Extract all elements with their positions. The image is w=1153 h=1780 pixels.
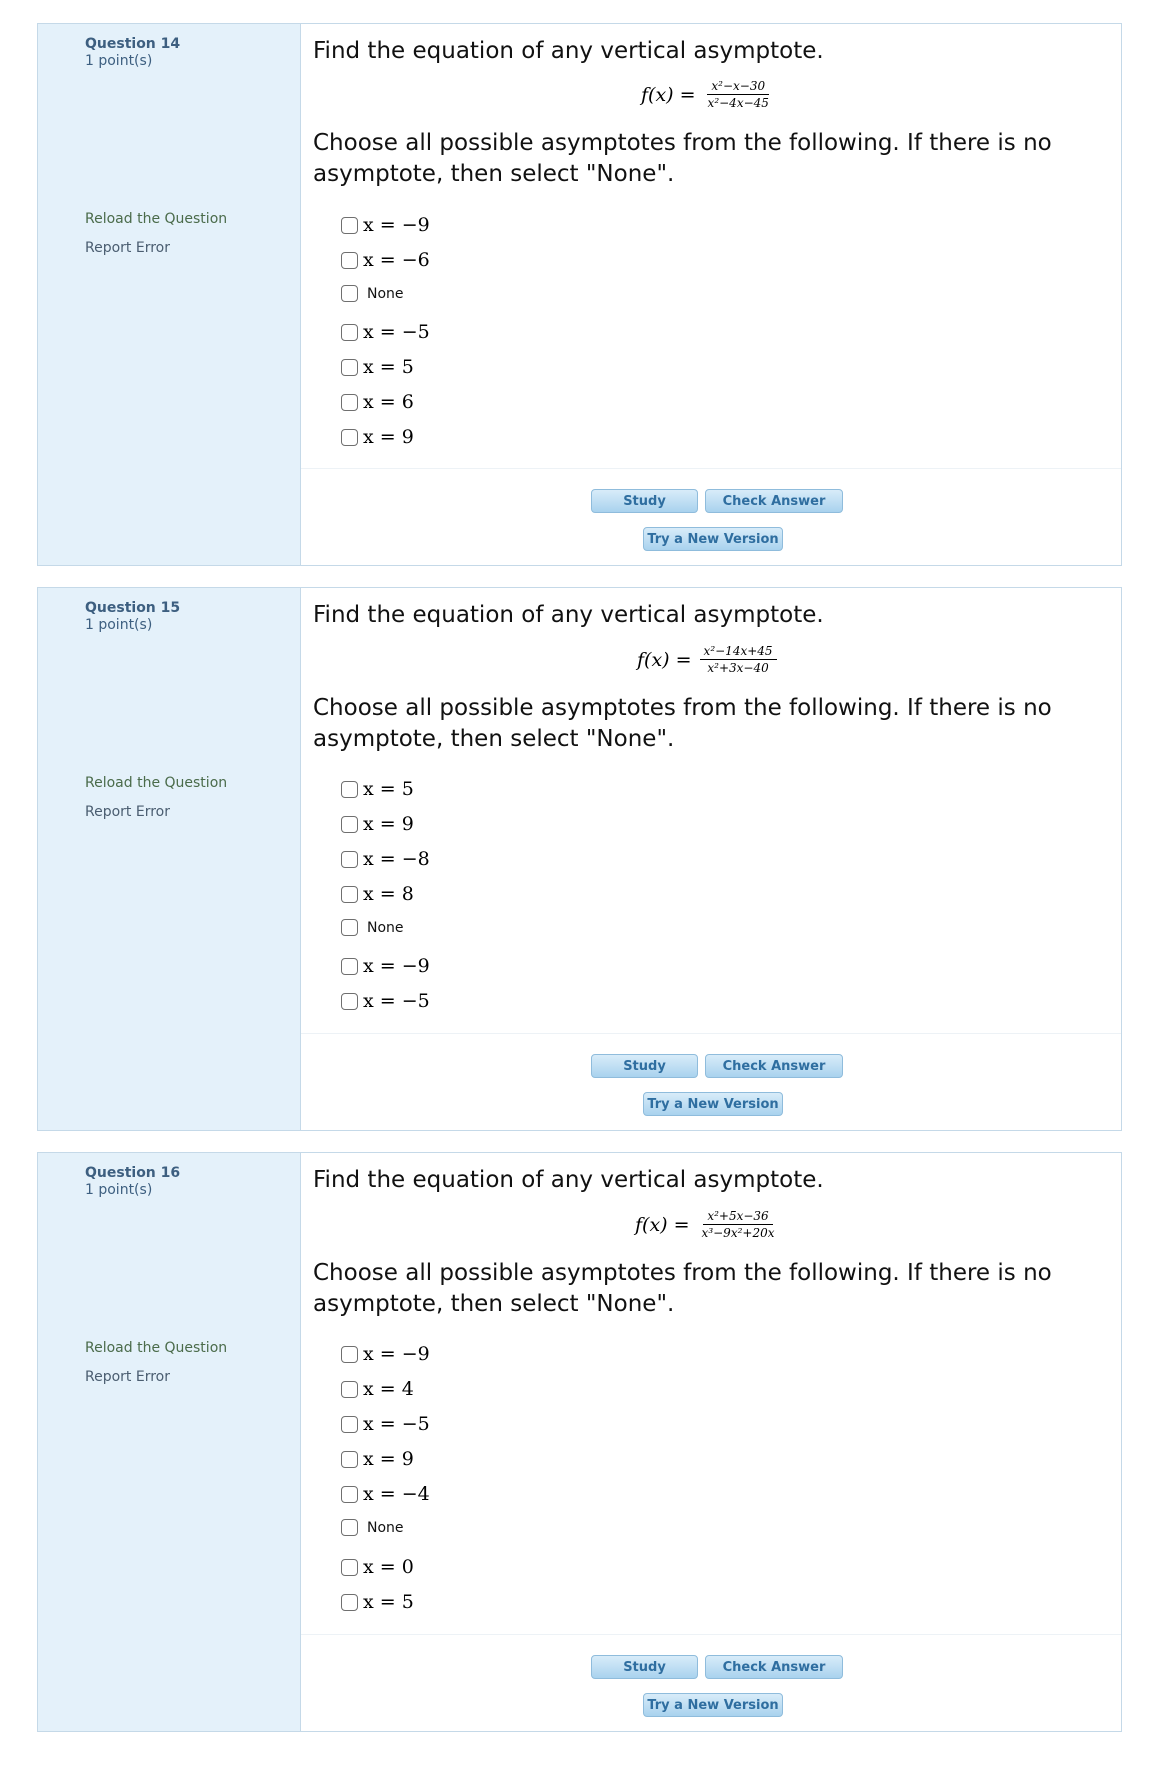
question-card	[37, 23, 1122, 566]
answer-option[interactable]	[341, 249, 430, 271]
option-label: x = −5	[363, 990, 430, 1012]
option-label: x = 9	[363, 813, 414, 835]
option-label: x = −9	[363, 1343, 430, 1365]
checkbox[interactable]	[341, 217, 358, 234]
option-label: x = −5	[363, 321, 430, 343]
button-bar	[301, 1634, 1121, 1731]
option-label: None	[367, 285, 404, 302]
checkbox[interactable]	[341, 816, 358, 833]
checkbox[interactable]	[341, 781, 358, 798]
option-label: x = −4	[363, 1483, 430, 1505]
question-card	[37, 1152, 1122, 1732]
answer-option[interactable]	[341, 990, 430, 1012]
report-error-link[interactable]: Report Error	[85, 240, 170, 256]
check-answer-button[interactable]: Check Answer	[705, 1054, 843, 1078]
answer-option[interactable]	[341, 426, 414, 448]
question-prompt: Find the equation of any vertical asymptote.	[313, 602, 824, 628]
option-label: x = −9	[363, 214, 430, 236]
question-instructions: Choose all possible asymptotes from the following. If there is no asymptote, then select "None".	[313, 1260, 1052, 1317]
question-points: 1 point(s)	[85, 617, 153, 633]
answer-option-none[interactable]	[341, 919, 404, 936]
question-instructions: Choose all possible asymptotes from the following. If there is no asymptote, then select "None".	[313, 695, 1052, 752]
answer-option[interactable]	[341, 778, 414, 800]
numerator: x²−14x+45	[700, 644, 777, 660]
checkbox[interactable]	[341, 1416, 358, 1433]
denominator: x³−9x²+20x	[701, 1226, 775, 1240]
option-label: x = 5	[363, 1591, 414, 1613]
button-bar	[301, 468, 1121, 565]
reload-question-link[interactable]: Reload the Question	[85, 775, 228, 791]
option-label: x = 4	[363, 1378, 414, 1400]
study-button[interactable]: Study	[591, 1054, 698, 1078]
checkbox[interactable]	[341, 1381, 358, 1398]
question-card	[37, 587, 1122, 1131]
answer-option[interactable]	[341, 1448, 414, 1470]
study-button[interactable]: Study	[591, 489, 698, 513]
checkbox[interactable]	[341, 324, 358, 341]
checkbox[interactable]	[341, 993, 358, 1010]
question-sidebar	[38, 24, 301, 565]
checkbox[interactable]	[341, 1594, 358, 1611]
answer-option[interactable]	[341, 1591, 414, 1613]
numerator: x²−x−30	[707, 79, 769, 95]
option-label: x = −6	[363, 249, 430, 271]
option-label: x = 9	[363, 1448, 414, 1470]
answer-option[interactable]	[341, 883, 414, 905]
question-instructions: Choose all possible asymptotes from the following. If there is no asymptote, then select "None".	[313, 130, 1052, 187]
option-label: x = 6	[363, 391, 414, 413]
question-title: Question 15	[85, 600, 181, 616]
check-answer-button[interactable]: Check Answer	[705, 489, 843, 513]
option-label: x = −9	[363, 955, 430, 977]
function-label: f(x) =	[637, 648, 692, 671]
checkbox[interactable]	[341, 1519, 358, 1536]
answer-option[interactable]	[341, 214, 430, 236]
checkbox[interactable]	[341, 886, 358, 903]
question-title: Question 16	[85, 1165, 181, 1181]
denominator: x²−4x−45	[707, 96, 769, 110]
answer-option[interactable]	[341, 1483, 430, 1505]
function-formula	[635, 1209, 778, 1240]
answer-option[interactable]	[341, 1556, 414, 1578]
answer-option[interactable]	[341, 1378, 414, 1400]
checkbox[interactable]	[341, 1451, 358, 1468]
checkbox[interactable]	[341, 285, 358, 302]
report-error-link[interactable]: Report Error	[85, 804, 170, 820]
checkbox[interactable]	[341, 958, 358, 975]
answer-option[interactable]	[341, 1413, 430, 1435]
question-points: 1 point(s)	[85, 1182, 153, 1198]
try-new-version-button[interactable]: Try a New Version	[643, 527, 783, 551]
question-prompt: Find the equation of any vertical asymptote.	[313, 38, 824, 64]
checkbox[interactable]	[341, 1559, 358, 1576]
try-new-version-button[interactable]: Try a New Version	[643, 1092, 783, 1116]
checkbox[interactable]	[341, 252, 358, 269]
try-new-version-button[interactable]: Try a New Version	[643, 1693, 783, 1717]
option-label: x = 5	[363, 356, 414, 378]
checkbox[interactable]	[341, 1346, 358, 1363]
reload-question-link[interactable]: Reload the Question	[85, 211, 228, 227]
question-prompt: Find the equation of any vertical asymptote.	[313, 1167, 824, 1193]
option-label: x = 0	[363, 1556, 414, 1578]
fraction	[700, 644, 777, 675]
checkbox[interactable]	[341, 1486, 358, 1503]
report-error-link[interactable]: Report Error	[85, 1369, 170, 1385]
option-label: x = 9	[363, 426, 414, 448]
question-sidebar	[38, 1153, 301, 1731]
checkbox[interactable]	[341, 429, 358, 446]
option-label: x = 5	[363, 778, 414, 800]
checkbox[interactable]	[341, 359, 358, 376]
answer-option[interactable]	[341, 1343, 430, 1365]
function-formula	[641, 79, 773, 110]
option-label: x = −8	[363, 848, 430, 870]
study-button[interactable]: Study	[591, 1655, 698, 1679]
fraction	[698, 1209, 779, 1240]
denominator: x²+3x−40	[707, 661, 769, 675]
check-answer-button[interactable]: Check Answer	[705, 1655, 843, 1679]
reload-question-link[interactable]: Reload the Question	[85, 1340, 228, 1356]
option-label: x = 8	[363, 883, 414, 905]
option-label: x = −5	[363, 1413, 430, 1435]
answer-option[interactable]	[341, 848, 430, 870]
answer-option[interactable]	[341, 356, 414, 378]
answer-option[interactable]	[341, 813, 414, 835]
function-label: f(x) =	[635, 1213, 690, 1236]
question-title: Question 14	[85, 36, 181, 52]
checkbox[interactable]	[341, 919, 358, 936]
answer-option-none[interactable]	[341, 285, 404, 302]
fraction	[704, 79, 773, 110]
answer-option[interactable]	[341, 391, 414, 413]
function-formula	[637, 644, 777, 675]
answer-option[interactable]	[341, 955, 430, 977]
button-bar	[301, 1033, 1121, 1130]
answer-option-none[interactable]	[341, 1519, 404, 1536]
checkbox[interactable]	[341, 851, 358, 868]
function-label: f(x) =	[641, 83, 696, 106]
numerator: x²+5x−36	[703, 1209, 772, 1225]
option-label: None	[367, 1519, 404, 1536]
question-sidebar	[38, 588, 301, 1130]
answer-option[interactable]	[341, 321, 430, 343]
question-points: 1 point(s)	[85, 53, 153, 69]
checkbox[interactable]	[341, 394, 358, 411]
option-label: None	[367, 919, 404, 936]
